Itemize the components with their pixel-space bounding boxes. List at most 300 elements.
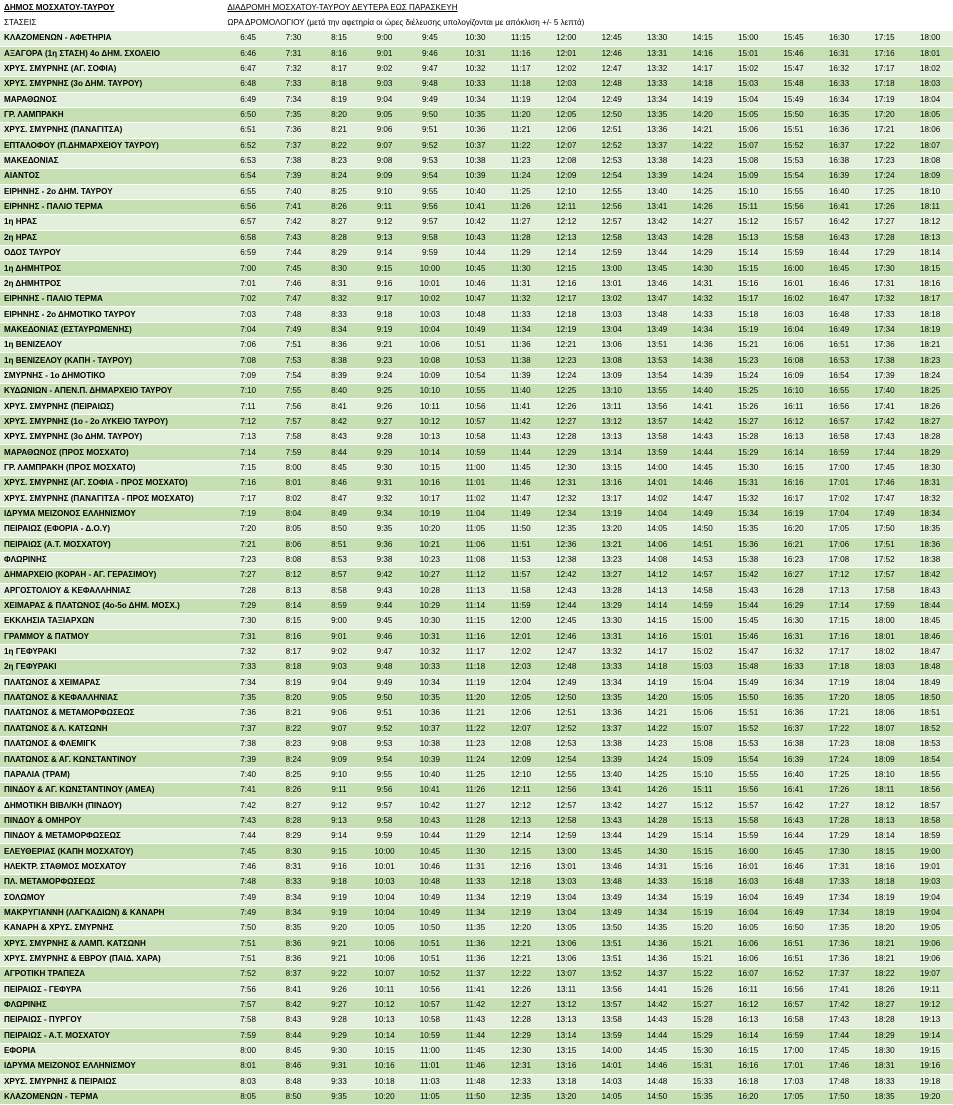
departure-time: 9:38	[362, 552, 407, 567]
departure-time: 13:51	[634, 338, 679, 353]
table-row	[0, 476, 953, 491]
departure-time: 12:30	[498, 1043, 543, 1058]
departure-time: 9:15	[362, 261, 407, 276]
departure-time: 15:03	[680, 660, 725, 675]
stop-name: ΕΚΚΛΗΣΙΑ ΤΑΞΙΑΡΧΩΝ	[0, 614, 225, 629]
stop-name: ΕΙΡΗΝΗΣ - ΠΑΛΙΟ ΤΕΡΜΑ	[0, 292, 225, 307]
stop-name: ΦΛΩΡΙΝΗΣ	[0, 997, 225, 1012]
departure-time: 7:01	[225, 276, 270, 291]
stop-name: 1η ΔΗΜΗΤΡΟΣ	[0, 261, 225, 276]
departure-time: 9:00	[316, 614, 361, 629]
departure-time: 10:58	[453, 430, 498, 445]
departure-time: 8:50	[271, 1089, 316, 1104]
departure-time: 8:30	[316, 261, 361, 276]
departure-time: 15:56	[771, 199, 816, 214]
departure-time: 17:01	[816, 476, 861, 491]
departure-time: 8:45	[271, 1043, 316, 1058]
table-row	[0, 399, 953, 414]
departure-time: 11:00	[453, 460, 498, 475]
departure-time: 7:19	[225, 506, 270, 521]
table-row	[0, 460, 953, 475]
departure-time: 16:57	[771, 997, 816, 1012]
stop-name: ΕΙΡΗΝΗΣ - ΠΑΛΙΟ ΤΕΡΜΑ	[0, 199, 225, 214]
departure-time: 12:14	[544, 246, 589, 261]
departure-time: 14:48	[634, 1074, 679, 1089]
departure-time: 14:01	[634, 476, 679, 491]
departure-time: 9:11	[316, 783, 361, 798]
departure-time: 18:44	[907, 598, 953, 613]
departure-time: 16:51	[771, 951, 816, 966]
departure-time: 12:10	[498, 767, 543, 782]
departure-time: 12:12	[498, 798, 543, 813]
departure-time: 13:15	[589, 460, 634, 475]
departure-time: 12:51	[544, 706, 589, 721]
departure-time: 7:32	[225, 644, 270, 659]
departure-time: 14:18	[680, 77, 725, 92]
departure-time: 15:55	[725, 767, 770, 782]
departure-time: 18:19	[862, 905, 907, 920]
departure-time: 10:46	[453, 276, 498, 291]
departure-time: 12:06	[498, 706, 543, 721]
departure-time: 9:26	[362, 399, 407, 414]
departure-time: 17:03	[771, 1074, 816, 1089]
departure-time: 9:09	[362, 169, 407, 184]
departure-time: 7:57	[271, 414, 316, 429]
departure-time: 13:07	[544, 967, 589, 982]
departure-time: 11:23	[453, 737, 498, 752]
departure-time: 7:51	[271, 338, 316, 353]
departure-time: 19:15	[907, 1043, 953, 1058]
departure-time: 16:58	[771, 1013, 816, 1028]
departure-time: 15:10	[725, 184, 770, 199]
departure-time: 11:30	[498, 261, 543, 276]
departure-time: 15:59	[725, 829, 770, 844]
schedule-note: ΩΡΑ ΔΡΟΜΟΛΟΓΙΟΥ (μετά την αφετηρία οι ώρες διέλευσης υπολογίζονται με απόκλιση +/- 5 λεπτά)	[225, 15, 953, 30]
departure-time: 7:27	[225, 568, 270, 583]
departure-time: 13:01	[544, 859, 589, 874]
departure-time: 13:54	[634, 368, 679, 383]
departure-time: 18:07	[907, 138, 953, 153]
stop-name: ΚΥΔΩΝΙΩΝ - ΑΠΕΝ.Π. ΔΗΜΑΡΧΕΙΟ ΤΑΥΡΟΥ	[0, 384, 225, 399]
departure-time: 10:01	[362, 859, 407, 874]
departure-time: 14:46	[634, 1059, 679, 1074]
departure-time: 9:28	[362, 430, 407, 445]
departure-time: 14:23	[680, 153, 725, 168]
departure-time: 15:58	[771, 230, 816, 245]
departure-time: 17:30	[816, 844, 861, 859]
departure-time: 9:51	[407, 123, 452, 138]
departure-time: 18:57	[907, 798, 953, 813]
departure-time: 10:07	[362, 967, 407, 982]
departure-time: 11:22	[453, 721, 498, 736]
departure-time: 11:32	[498, 292, 543, 307]
departure-time: 8:19	[271, 675, 316, 690]
departure-time: 13:37	[634, 138, 679, 153]
departure-time: 8:34	[271, 890, 316, 905]
departure-time: 7:40	[225, 767, 270, 782]
departure-time: 17:13	[816, 583, 861, 598]
departure-time: 17:35	[816, 921, 861, 936]
departure-time: 6:47	[225, 61, 270, 76]
departure-time: 15:15	[680, 844, 725, 859]
departure-time: 12:47	[589, 61, 634, 76]
departure-time: 9:06	[316, 706, 361, 721]
departure-time: 12:45	[544, 614, 589, 629]
table-row	[0, 1089, 953, 1104]
departure-time: 14:08	[634, 552, 679, 567]
departure-time: 9:14	[362, 246, 407, 261]
departure-time: 17:41	[862, 399, 907, 414]
departure-time: 9:14	[316, 829, 361, 844]
departure-time: 11:27	[498, 215, 543, 230]
departure-time: 8:18	[316, 77, 361, 92]
departure-time: 12:53	[589, 153, 634, 168]
departure-time: 10:13	[362, 1013, 407, 1028]
departure-time: 19:03	[907, 875, 953, 890]
departure-time: 17:36	[862, 338, 907, 353]
departure-time: 12:57	[589, 215, 634, 230]
departure-time: 16:13	[725, 1013, 770, 1028]
departure-time: 8:42	[316, 414, 361, 429]
departure-time: 16:02	[771, 292, 816, 307]
departure-time: 13:56	[589, 982, 634, 997]
departure-time: 11:50	[498, 522, 543, 537]
departure-time: 11:30	[453, 844, 498, 859]
departure-time: 13:14	[544, 1028, 589, 1043]
departure-time: 9:59	[407, 246, 452, 261]
table-row	[0, 690, 953, 705]
departure-time: 12:56	[589, 199, 634, 214]
table-row	[0, 844, 953, 859]
departure-time: 12:15	[544, 261, 589, 276]
departure-time: 16:33	[816, 77, 861, 92]
stop-name: ΔΗΜΑΡΧΕΙΟ (ΚΟΡΑΗ - ΑΓ. ΓΕΡΑΣΙΜΟΥ)	[0, 568, 225, 583]
departure-time: 11:19	[453, 675, 498, 690]
departure-time: 11:25	[453, 767, 498, 782]
departure-time: 8:42	[271, 997, 316, 1012]
departure-time: 16:31	[816, 46, 861, 61]
departure-time: 17:39	[862, 368, 907, 383]
departure-time: 14:01	[589, 1059, 634, 1074]
departure-time: 15:51	[725, 706, 770, 721]
stop-name: ΑΓΡΟΤΙΚΗ ΤΡΑΠΕΖΑ	[0, 967, 225, 982]
departure-time: 15:28	[725, 430, 770, 445]
departure-time: 7:09	[225, 368, 270, 383]
table-row	[0, 46, 953, 61]
departure-time: 9:16	[362, 276, 407, 291]
departure-time: 12:19	[498, 890, 543, 905]
departure-time: 18:15	[862, 844, 907, 859]
departure-time: 9:12	[362, 215, 407, 230]
departure-time: 16:12	[725, 997, 770, 1012]
departure-time: 19:18	[907, 1074, 953, 1089]
departure-time: 11:08	[453, 552, 498, 567]
stop-name: 1η ΒΕΝΙΖΕΛΟΥ (ΚΑΠΗ - ΤΑΥΡΟΥ)	[0, 353, 225, 368]
departure-time: 16:05	[725, 921, 770, 936]
departure-time: 14:21	[634, 706, 679, 721]
departure-time: 11:23	[498, 153, 543, 168]
table-row	[0, 721, 953, 736]
departure-time: 15:25	[725, 384, 770, 399]
departure-time: 8:01	[225, 1059, 270, 1074]
table-row	[0, 77, 953, 92]
departure-time: 14:58	[680, 583, 725, 598]
departure-time: 11:05	[407, 1089, 452, 1104]
departure-time: 13:57	[589, 997, 634, 1012]
departure-time: 7:34	[225, 675, 270, 690]
departure-time: 18:29	[862, 1028, 907, 1043]
departure-time: 18:19	[907, 322, 953, 337]
departure-time: 10:51	[407, 951, 452, 966]
departure-time: 9:05	[316, 690, 361, 705]
departure-time: 10:58	[407, 1013, 452, 1028]
departure-time: 8:29	[271, 829, 316, 844]
departure-time: 18:00	[907, 31, 953, 46]
departure-time: 15:56	[725, 783, 770, 798]
departure-time: 13:19	[589, 506, 634, 521]
departure-time: 15:47	[771, 61, 816, 76]
departure-time: 17:42	[816, 997, 861, 1012]
departure-time: 9:19	[316, 905, 361, 920]
departure-time: 9:30	[362, 460, 407, 475]
table-row	[0, 491, 953, 506]
departure-time: 11:20	[453, 690, 498, 705]
departure-time: 16:03	[771, 307, 816, 322]
table-row	[0, 138, 953, 153]
departure-time: 16:44	[816, 246, 861, 261]
departure-time: 12:29	[498, 1028, 543, 1043]
departure-time: 10:13	[407, 430, 452, 445]
departure-time: 7:33	[271, 77, 316, 92]
departure-time: 12:57	[544, 798, 589, 813]
departure-time: 18:27	[862, 997, 907, 1012]
departure-time: 17:26	[816, 783, 861, 798]
departure-time: 17:19	[862, 92, 907, 107]
departure-time: 9:01	[316, 629, 361, 644]
departure-time: 6:45	[225, 31, 270, 46]
departure-time: 16:38	[816, 153, 861, 168]
departure-time: 10:15	[362, 1043, 407, 1058]
departure-time: 10:46	[407, 859, 452, 874]
departure-time: 18:21	[862, 951, 907, 966]
stop-name: ΧΡΥΣ. ΣΜΥΡΝΗΣ (ΑΓ. ΣΟΦΙΑ)	[0, 61, 225, 76]
departure-time: 10:51	[453, 338, 498, 353]
departure-time: 12:05	[544, 107, 589, 122]
departure-time: 9:59	[362, 829, 407, 844]
departure-time: 10:49	[407, 890, 452, 905]
departure-time: 17:21	[862, 123, 907, 138]
departure-time: 18:23	[907, 353, 953, 368]
departure-time: 13:38	[634, 153, 679, 168]
table-row	[0, 430, 953, 445]
departure-time: 17:47	[862, 491, 907, 506]
table-row	[0, 322, 953, 337]
departure-time: 15:20	[680, 921, 725, 936]
departure-time: 10:45	[453, 261, 498, 276]
departure-time: 15:52	[771, 138, 816, 153]
departure-time: 19:06	[907, 936, 953, 951]
departure-time: 8:15	[271, 614, 316, 629]
departure-time: 9:52	[362, 721, 407, 736]
departure-time: 14:24	[680, 169, 725, 184]
departure-time: 16:11	[771, 399, 816, 414]
departure-time: 6:46	[225, 46, 270, 61]
stop-name: ΔΗΜΟΤΙΚΗ ΒΙΒΛ/ΚΗ (ΠΙΝΔΟΥ)	[0, 798, 225, 813]
departure-time: 18:33	[862, 1074, 907, 1089]
departure-time: 9:02	[316, 644, 361, 659]
departure-time: 8:38	[316, 353, 361, 368]
departure-time: 16:06	[725, 951, 770, 966]
departure-time: 18:15	[907, 261, 953, 276]
departure-time: 9:48	[407, 77, 452, 92]
departure-time: 15:05	[680, 690, 725, 705]
departure-time: 12:20	[498, 921, 543, 936]
departure-time: 15:01	[680, 629, 725, 644]
departure-time: 14:53	[680, 552, 725, 567]
departure-time: 13:59	[634, 445, 679, 460]
departure-time: 8:36	[271, 951, 316, 966]
departure-time: 18:14	[907, 246, 953, 261]
departure-time: 15:30	[680, 1043, 725, 1058]
departure-time: 17:05	[816, 522, 861, 537]
departure-time: 10:20	[407, 522, 452, 537]
departure-time: 13:47	[634, 292, 679, 307]
departure-time: 10:59	[453, 445, 498, 460]
departure-time: 7:51	[225, 936, 270, 951]
departure-time: 14:37	[634, 967, 679, 982]
departure-time: 14:39	[680, 368, 725, 383]
departure-time: 11:17	[498, 61, 543, 76]
departure-time: 14:17	[680, 61, 725, 76]
stop-name: ΚΛΑΖΟΜΕΝΩΝ - ΑΦΕΤΗΡΙΑ	[0, 31, 225, 46]
departure-time: 9:22	[316, 967, 361, 982]
departure-time: 7:08	[225, 353, 270, 368]
departure-time: 8:20	[316, 107, 361, 122]
departure-time: 7:17	[225, 491, 270, 506]
departure-time: 7:36	[271, 123, 316, 138]
departure-time: 10:36	[407, 706, 452, 721]
departure-time: 15:21	[725, 338, 770, 353]
departure-time: 12:16	[498, 859, 543, 874]
departure-time: 6:50	[225, 107, 270, 122]
departure-time: 12:11	[544, 199, 589, 214]
departure-time: 16:52	[771, 967, 816, 982]
table-row	[0, 644, 953, 659]
departure-time: 18:34	[907, 506, 953, 521]
departure-time: 16:42	[771, 798, 816, 813]
departure-time: 7:21	[225, 537, 270, 552]
departure-time: 14:49	[680, 506, 725, 521]
departure-time: 10:11	[407, 399, 452, 414]
departure-time: 9:02	[362, 61, 407, 76]
departure-time: 9:27	[316, 997, 361, 1012]
departure-time: 9:10	[362, 184, 407, 199]
departure-time: 7:54	[271, 368, 316, 383]
table-row	[0, 261, 953, 276]
table-row	[0, 798, 953, 813]
departure-time: 12:48	[589, 77, 634, 92]
departure-time: 18:50	[907, 690, 953, 705]
departure-time: 14:34	[680, 322, 725, 337]
departure-time: 12:35	[544, 522, 589, 537]
departure-time: 12:16	[544, 276, 589, 291]
departure-time: 8:47	[316, 491, 361, 506]
table-row	[0, 199, 953, 214]
departure-time: 14:26	[634, 783, 679, 798]
departure-time: 16:41	[771, 783, 816, 798]
departure-time: 11:26	[498, 199, 543, 214]
departure-time: 14:32	[680, 292, 725, 307]
departure-time: 15:21	[680, 936, 725, 951]
departure-time: 9:54	[362, 752, 407, 767]
departure-time: 17:34	[816, 890, 861, 905]
departure-time: 9:31	[362, 476, 407, 491]
departure-time: 16:43	[816, 230, 861, 245]
stop-name: ΠΕΙΡΑΙΩΣ (Α.Τ. ΜΟΣΧΑΤΟΥ)	[0, 537, 225, 552]
departure-time: 11:42	[498, 414, 543, 429]
departure-time: 12:15	[498, 844, 543, 859]
departure-time: 8:33	[271, 875, 316, 890]
departure-time: 17:31	[862, 276, 907, 291]
table-row	[0, 1074, 953, 1089]
departure-time: 16:45	[816, 261, 861, 276]
departure-time: 10:05	[362, 921, 407, 936]
departure-time: 9:24	[362, 368, 407, 383]
stop-name: ΜΑΡΑΘΩΝΟΣ	[0, 92, 225, 107]
departure-time: 9:29	[362, 445, 407, 460]
departure-time: 10:44	[407, 829, 452, 844]
table-row	[0, 598, 953, 613]
departure-time: 13:33	[634, 77, 679, 92]
departure-time: 16:51	[816, 338, 861, 353]
table-row	[0, 783, 953, 798]
departure-time: 9:55	[407, 184, 452, 199]
departure-time: 10:00	[407, 261, 452, 276]
departure-time: 16:04	[725, 905, 770, 920]
departure-time: 13:57	[634, 414, 679, 429]
departure-time: 13:39	[634, 169, 679, 184]
departure-time: 7:48	[271, 307, 316, 322]
departure-time: 18:38	[907, 552, 953, 567]
departure-time: 15:09	[725, 169, 770, 184]
departure-time: 14:36	[634, 951, 679, 966]
departure-time: 13:35	[634, 107, 679, 122]
departure-time: 14:21	[680, 123, 725, 138]
stop-name: ΜΑΚΡΥΓΙΑΝΝΗ (ΛΑΓΚΑΔΙΩΝ) & ΚΑΝΑΡΗ	[0, 905, 225, 920]
departure-time: 11:36	[453, 936, 498, 951]
departure-time: 7:58	[225, 1013, 270, 1028]
departure-time: 18:10	[907, 184, 953, 199]
departure-time: 10:33	[453, 77, 498, 92]
departure-time: 14:43	[634, 1013, 679, 1028]
departure-time: 10:03	[407, 307, 452, 322]
departure-time: 12:44	[544, 598, 589, 613]
departure-time: 12:08	[498, 737, 543, 752]
departure-time: 16:44	[771, 829, 816, 844]
departure-time: 16:01	[771, 276, 816, 291]
departure-time: 11:02	[453, 491, 498, 506]
departure-time: 11:29	[498, 246, 543, 261]
departure-time: 15:35	[680, 1089, 725, 1104]
departure-time: 8:36	[271, 936, 316, 951]
departure-time: 19:04	[907, 890, 953, 905]
stop-name: ΠΕΙΡΑΙΩΣ - ΠΥΡΓΟΥ	[0, 1013, 225, 1028]
departure-time: 9:20	[316, 921, 361, 936]
departure-time: 17:05	[771, 1089, 816, 1104]
departure-time: 7:34	[271, 92, 316, 107]
departure-time: 17:18	[862, 77, 907, 92]
departure-time: 13:03	[589, 307, 634, 322]
